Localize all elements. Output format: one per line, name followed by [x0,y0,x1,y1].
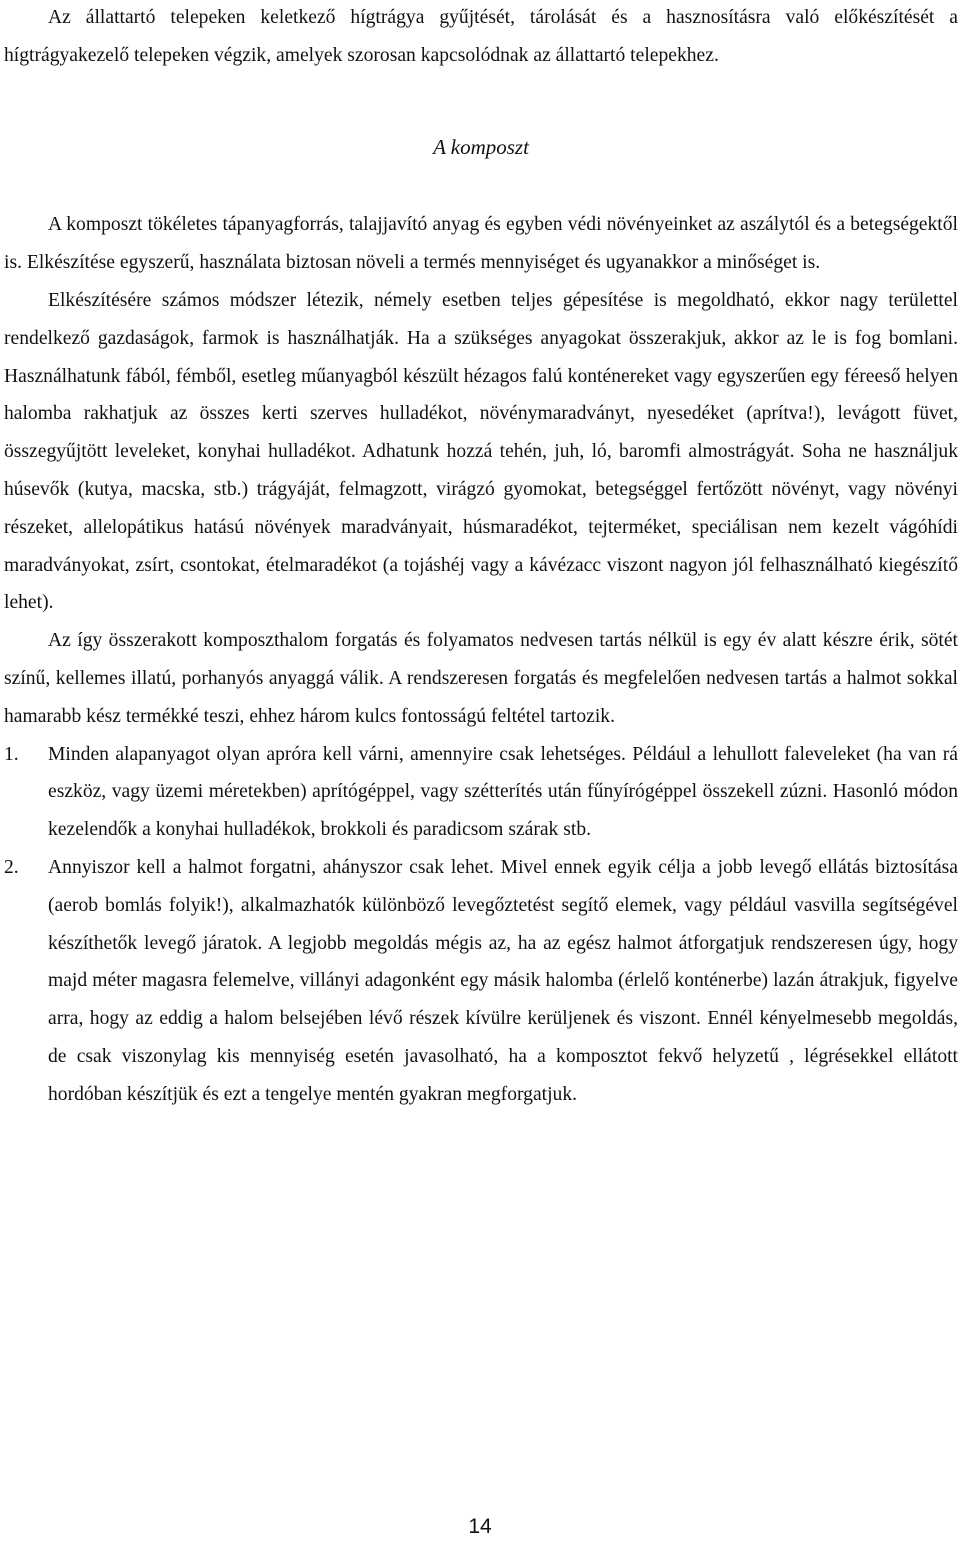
body-paragraph-1: A komposzt tökéletes tápanyagforrás, talajjavító anyag és egyben védi növényeinket az aszálytól és a betegségektől is. Elkészítése egyszerű, használata biztosan növeli a termés mennyiséget és ugyanakkor a minőséget is. [4,214,958,274]
body-paragraph-2: Elkészítésére számos módszer létezik, némely esetben teljes gépesítése is megoldható, ekkor nagy területtel rendelkező gazdaságok, farmok is használhatják. Ha a szükséges anyagokat összerakjuk, akkor az le is fog bomlani. Használhatunk fából, fémből, esetleg műanyagból készült hézagos falú konténereket vagy egyszerűen egy féreeső helyen halomba rakhatjuk az összes kerti szerves hulladékot, növénymaradványt, nyesedéket (aprítva!), levágott füvet, összegyűjtött leveleket, konyhai hulladékot. Adhatunk hozzá tehén, juh, ló, baromfi almostrágyát. Soha ne használjuk húsevők (kutya, macska, stb.) trágyáját, felmagzott, virágzó gyomokat, betegséggel fertőzött növényt, vagy növényi részeket, allelopátikus hatású növények maradványait, húsmaradékot, tejterméket, speciálisan nem kezelt vágóhídi maradványokat, zsírt, csontokat, ételmaradékot (a tojáshéj vagy a kávézacc viszont nagyon jól felhasználható kiegészítő lehet). [4,289,958,614]
list-item-text: Minden alapanyagot olyan apróra kell várni, amennyire csak lehetséges. Például a lehullott faleveleket (ha van rá eszköz, vagy üzemi méretekben) aprítógéppel, vagy szétterítés után fűnyírógéppel összekell zúzni. Hasonló módon kezelendők a konyhai hulladékok, brokkoli és paradicsom szárak stb. [48,743,958,841]
body-paragraph-3: Az így összerakott komposzthalom forgatás és folyamatos nedvesen tartás nélkül is egy év alatt készre érik, sötét színű, kellemes illatú, porhanyós anyaggá válik. A rendszeresen forgatás és megfelelően nedvesen tartás a halmot sokkal hamarabb kész termékké teszi, ehhez három kulcs fontosságú feltétel tartozik. [4,630,958,727]
page-number: 14 [468,1515,492,1538]
section-title: A komposzt [433,134,529,159]
intro-paragraph: Az állattartó telepeken keletkező hígtrágya gyűjtését, tárolását és a hasznosításra való előkészítését a hígtrágyakezelő telepeken végzik, amelyek szorosan kapcsolódnak az állattartó telepekhez. [4,7,958,66]
list-item-number: 2. [4,856,19,878]
list-item [4,849,958,1114]
list-item-number: 1. [4,743,19,765]
list-item [4,736,958,849]
list-item-text: Annyiszor kell a halmot forgatni, ahányszor csak lehet. Mivel ennek egyik célja a jobb levegő ellátás biztosítása (aerob bomlás folyik!), alkalmazhatók különböző levegőztetést segítő elemek, vagy például vasvilla segítségével készíthetők levegő járatok. A legjobb megoldás mégis az, ha az egész halmot átforgatjuk rendszeresen úgy, hogy majd méter magasra felemelve, villányi adagonként egy másik halomba (érlelő konténerbe) lazán átrakjuk, figyelve arra, hogy az eddig a halom belsejében lévő részek kívülre kerüljenek és viszont. Ennél kényelmesebb megoldás, de csak viszonylag kis mennyiség esetén javasolható, ha a komposztot fekvő helyzetű , légrésekkel ellátott hordóban készítjük és ezt a tengelye mentén gyakran megforgatjuk. [48,856,958,1105]
numbered-list [4,736,958,1114]
document-page [4,0,958,1114]
